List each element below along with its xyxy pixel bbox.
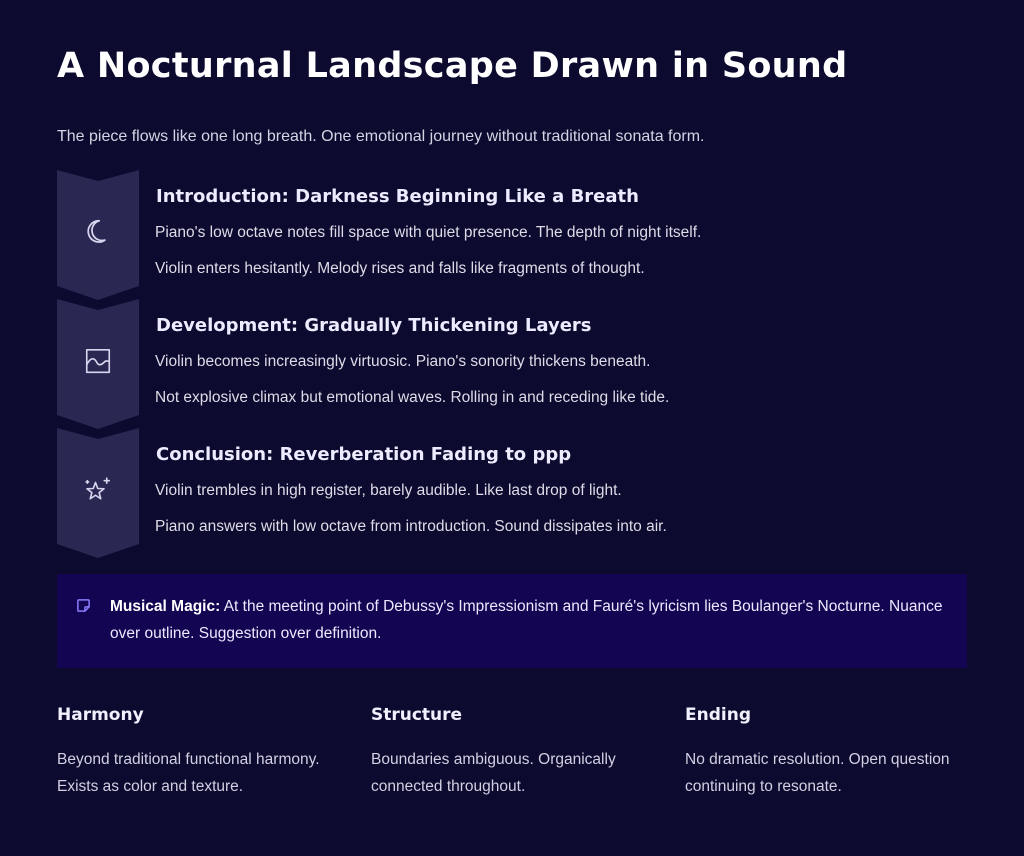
section-development — [57, 299, 967, 429]
column-structure — [371, 705, 651, 800]
section-text: Piano answers with low octave from introduction. Sound dissipates into air. — [155, 518, 667, 535]
column-harmony — [57, 705, 337, 800]
section-text: Violin trembles in high register, barely audible. Like last drop of light. — [155, 482, 622, 499]
column-heading: Harmony — [57, 705, 144, 725]
section-text: Piano's low octave notes fill space with quiet presence. The depth of night itself. — [155, 224, 702, 241]
column-text: No dramatic resolution. Open question continuing to resonate. — [685, 751, 950, 795]
section-introduction — [57, 170, 967, 300]
section-chevron — [57, 428, 139, 558]
column-heading: Ending — [685, 705, 751, 725]
section-text: Violin becomes increasingly virtuosic. Piano's sonority thickens beneath. — [155, 353, 651, 370]
sticky-note-icon — [76, 598, 91, 613]
section-heading: Development: Gradually Thickening Layers — [156, 315, 592, 336]
section-chevron — [57, 170, 139, 300]
column-heading: Structure — [371, 705, 463, 725]
callout-text — [110, 593, 960, 647]
wave-icon — [83, 346, 113, 376]
callout-label: Musical Magic: — [110, 598, 221, 615]
section-text: Violin enters hesitantly. Melody rises and falls like fragments of thought. — [155, 260, 645, 277]
moon-icon — [83, 217, 113, 247]
section-heading: Introduction: Darkness Beginning Like a Breath — [156, 186, 639, 207]
column-text: Boundaries ambiguous. Organically connected throughout. — [371, 751, 616, 795]
section-text: Not explosive climax but emotional waves. Rolling in and receding like tide. — [155, 389, 670, 406]
column-ending — [685, 705, 965, 800]
section-chevron — [57, 299, 139, 429]
sparkle-star-icon — [83, 475, 113, 505]
column-text: Beyond traditional functional harmony. Exists as color and texture. — [57, 751, 320, 795]
intro-text: The piece flows like one long breath. One emotional journey without traditional sonata form. — [57, 128, 705, 145]
section-conclusion — [57, 428, 967, 558]
musical-magic-callout — [57, 574, 967, 668]
callout-body: At the meeting point of Debussy's Impressionism and Fauré's lyricism lies Boulanger's Nocturne. Nuance over outline. Suggestion over definition. — [110, 598, 943, 642]
page-title: A Nocturnal Landscape Drawn in Sound — [57, 46, 848, 86]
section-heading: Conclusion: Reverberation Fading to ppp — [156, 444, 572, 465]
